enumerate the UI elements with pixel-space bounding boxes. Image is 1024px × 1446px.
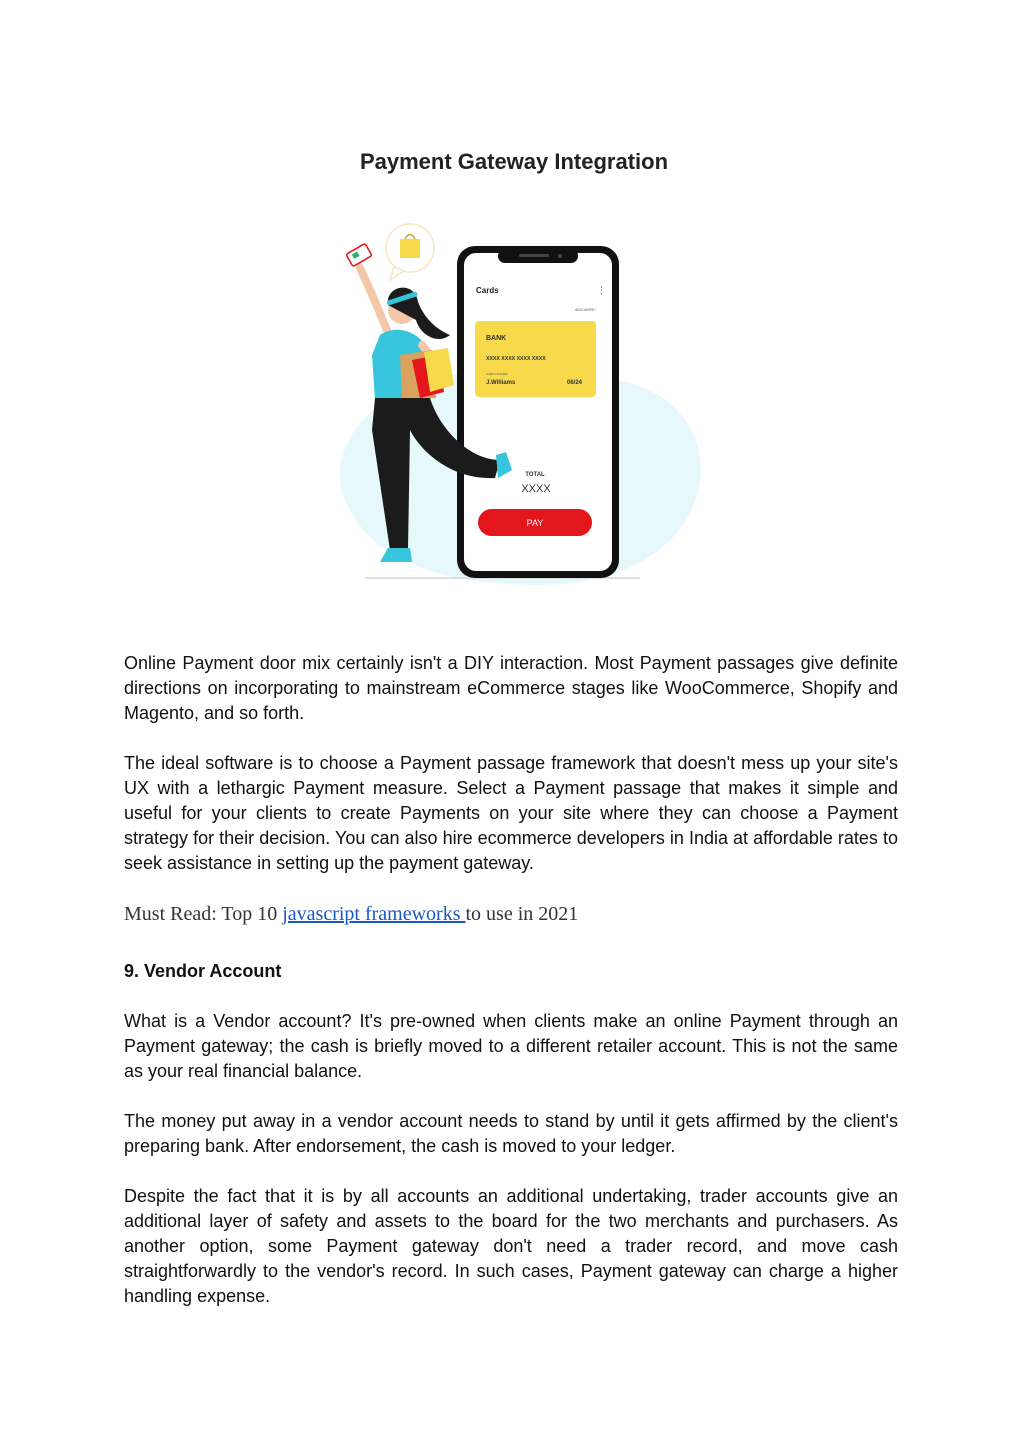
must-read-prefix: Must Read: Top 10: [124, 903, 283, 925]
paragraph-money: The money put away in a vendor account needs to stand by until it gets affirmed by the client's preparing bank. After endorsement, the cash is moved to your ledger.: [124, 1111, 898, 1156]
screen-title: Cards: [476, 286, 499, 295]
menu-dots-icon[interactable]: ⋮: [597, 286, 606, 296]
payment-gateway-illustration: [320, 130, 720, 600]
article-body: [124, 651, 898, 1334]
card-expiry: 06/24: [566, 380, 582, 386]
figure-title: Payment Gateway Integration: [359, 149, 669, 174]
section-heading: 9. Vendor Account: [124, 961, 282, 981]
total-value: XXXX: [521, 483, 551, 495]
shopping-bag-bubble-icon: [386, 224, 434, 280]
paragraph-vendor-account: What is a Vendor account? It's pre-owned when clients make an online Payment through an Payment gateway; the cash is briefly moved to a different retailer account. This is not the same as your real financial balance.: [124, 1011, 898, 1081]
total-label: TOTAL: [525, 472, 545, 478]
card-bank-label: BANK: [486, 335, 507, 342]
paragraph-software: The ideal software is to choose a Payment passage framework that doesn't mess up your site's UX with a lethargic Payment measure. Select a Payment passage that makes it simple and useful for your clients to create Payments on your site where they can choose a Payment strategy for their decision. You can also hire ecommerce developers in India at affordable rates to seek assistance in setting up the payment gateway.: [124, 753, 898, 873]
paragraph-trader-accounts: Despite the fact that it is by all accounts an additional undertaking, trader accounts give an additional layer of safety and assets to the board for the two merchants and purchasers. As another option, some Payment gateway don't need a trader record, and move cash straightforwardly to the vendor's record. In such cases, Payment gateway can charge a higher handling expense.: [124, 1186, 898, 1306]
card-holder-label: CARD HOLDER: [486, 372, 508, 376]
paragraph-intro: Online Payment door mix certainly isn't a DIY interaction. Most Payment passages give definite directions on incorporating to mainstream eCommerce stages like WooCommerce, Shopify and Magento, and so forth.: [124, 653, 898, 723]
card-number: XXXX XXXX XXXX XXXX: [486, 356, 546, 362]
must-read-line: [124, 901, 898, 927]
must-read-suffix: to use in 2021: [465, 903, 579, 925]
pay-button-label: PAY: [526, 518, 544, 528]
card-holder-name: J.Williams: [486, 380, 516, 386]
add-more-link[interactable]: ADD MORE+: [575, 308, 596, 312]
javascript-frameworks-link[interactable]: javascript frameworks: [282, 903, 466, 925]
